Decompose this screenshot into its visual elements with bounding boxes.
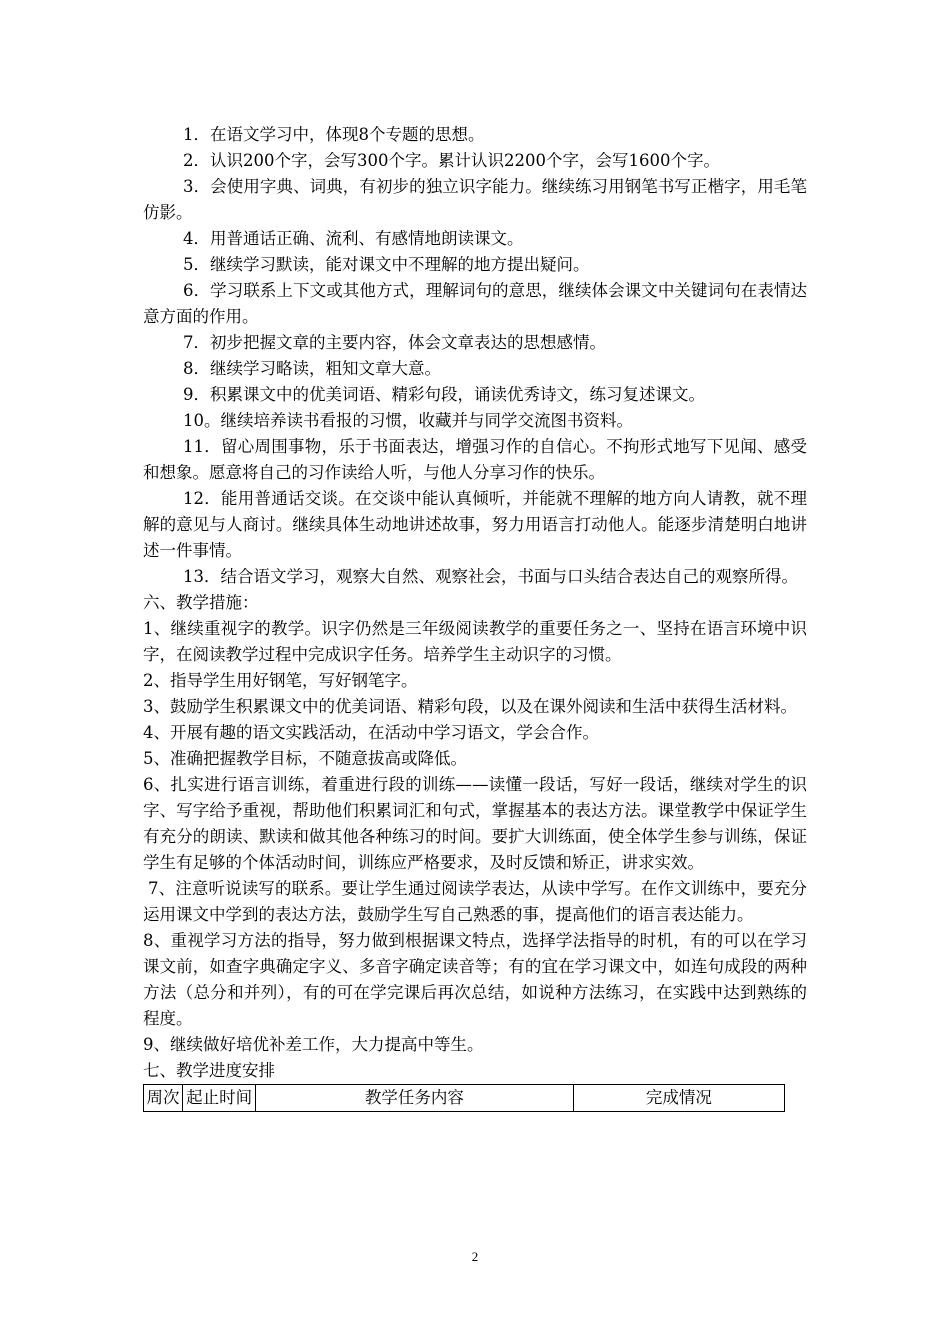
objective-item: 6．学习联系上下文或其他方式，理解词句的意思，继续体会课文中关键词句在表情达意方面的作用。 bbox=[143, 281, 807, 326]
objective-item: 1．在语文学习中，体现8个专题的思想。 bbox=[183, 125, 485, 144]
objective-item: 10。继续培养读书看报的习惯，收藏并与同学交流图书资料。 bbox=[183, 411, 633, 430]
measures-list bbox=[143, 616, 807, 1058]
objective-item: 5．继续学习默读，能对课文中不理解的地方提出疑问。 bbox=[183, 255, 590, 274]
section-heading-measures: 六、教学措施： bbox=[143, 593, 259, 612]
objective-item: 4．用普通话正确、流利、有感情地朗读课文。 bbox=[183, 229, 524, 248]
objective-item: 9．积累课文中的优美词语、精彩句段，诵读优秀诗文，练习复述课文。 bbox=[183, 385, 705, 404]
section-heading-schedule: 七、教学进度安排 bbox=[143, 1061, 275, 1080]
objective-item: 7．初步把握文章的主要内容，体会文章表达的思想感情。 bbox=[183, 333, 606, 352]
measure-item: 5、准确把握教学目标，不随意拔高或降低。 bbox=[143, 749, 467, 768]
measure-item: 8、重视学习方法的指导，努力做到根据课文特点，选择学法指导的时机，有的可以在学习课文前，如查字典确定字义、多音字确定读音等；有的宜在学习课文中，如连句成段的两种方法（总分和并列），有的可在学完课后再次总结，如说种方法练习，在实践中达到熟练的程度。 bbox=[143, 931, 807, 1028]
objective-item: 3．会使用字典、词典，有初步的独立识字能力。继续练习用钢笔书写正楷字，用毛笔仿影。 bbox=[143, 177, 807, 222]
measure-item: 6、扎实进行语言训练，着重进行段的训练——读懂一段话，写好一段话，继续对学生的识字、写字给予重视，帮助他们积累词汇和句式，掌握基本的表达方法。课堂教学中保证学生有充分的朗读、默读和做其他各种练习的时间。要扩大训练面，使全体学生参与训练，保证学生有足够的个体活动时间，训练应严格要求，及时反馈和矫正，讲求实效。 bbox=[143, 775, 807, 872]
objective-item: 8．继续学习略读，粗知文章大意。 bbox=[183, 359, 441, 378]
table-header-row bbox=[144, 1085, 785, 1112]
objective-item: 12．能用普通话交谈。在交谈中能认真倾听，并能就不理解的地方向人请教，就不理解的意见与人商讨。继续具体生动地讲述故事，努力用语言打动他人。能逐步清楚明白地讲述一件事情。 bbox=[143, 489, 807, 560]
objective-item: 2．认识200个字，会写300个字。累计认识2200个字，会写1600个字。 bbox=[183, 151, 720, 170]
header-task-content: 教学任务内容 bbox=[256, 1085, 573, 1112]
header-week: 周次 bbox=[144, 1085, 183, 1112]
page-number: 2 bbox=[471, 1249, 479, 1264]
measure-item: 4、开展有趣的语文实践活动，在活动中学习语文，学会合作。 bbox=[143, 723, 599, 742]
objective-item: 13．结合语文学习，观察大自然、观察社会，书面与口头结合表达自己的观察所得。 bbox=[183, 567, 798, 586]
schedule-table bbox=[143, 1084, 785, 1112]
measure-item: 9、继续做好培优补差工作，大力提高中等生。 bbox=[143, 1035, 484, 1054]
header-completion: 完成情况 bbox=[573, 1085, 784, 1112]
objective-item: 11．留心周围事物，乐于书面表达，增强习作的自信心。不拘形式地写下见闻、感受和想象。愿意将自己的习作读给人听，与他人分享习作的快乐。 bbox=[143, 437, 807, 482]
measure-item: 2、指导学生用好钢笔，写好钢笔字。 bbox=[143, 671, 418, 690]
header-dates: 起止时间 bbox=[183, 1085, 256, 1112]
document-body bbox=[143, 122, 807, 1112]
measure-item: 3、鼓励学生积累课文中的优美词语、精彩句段，以及在课外阅读和生活中获得生活材料。 bbox=[143, 697, 797, 716]
measure-item: 7、注意听说读写的联系。要让学生通过阅读学表达，从读中学写。在作文训练中，要充分运用课文中学到的表达方法，鼓励学生写自己熟悉的事，提高他们的语言表达能力。 bbox=[143, 879, 807, 924]
measure-item: 1、继续重视字的教学。识字仍然是三年级阅读教学的重要任务之一、坚持在语言环境中识字，在阅读教学过程中完成识字任务。培养学生主动识字的习惯。 bbox=[143, 619, 807, 664]
objectives-list bbox=[143, 122, 807, 590]
